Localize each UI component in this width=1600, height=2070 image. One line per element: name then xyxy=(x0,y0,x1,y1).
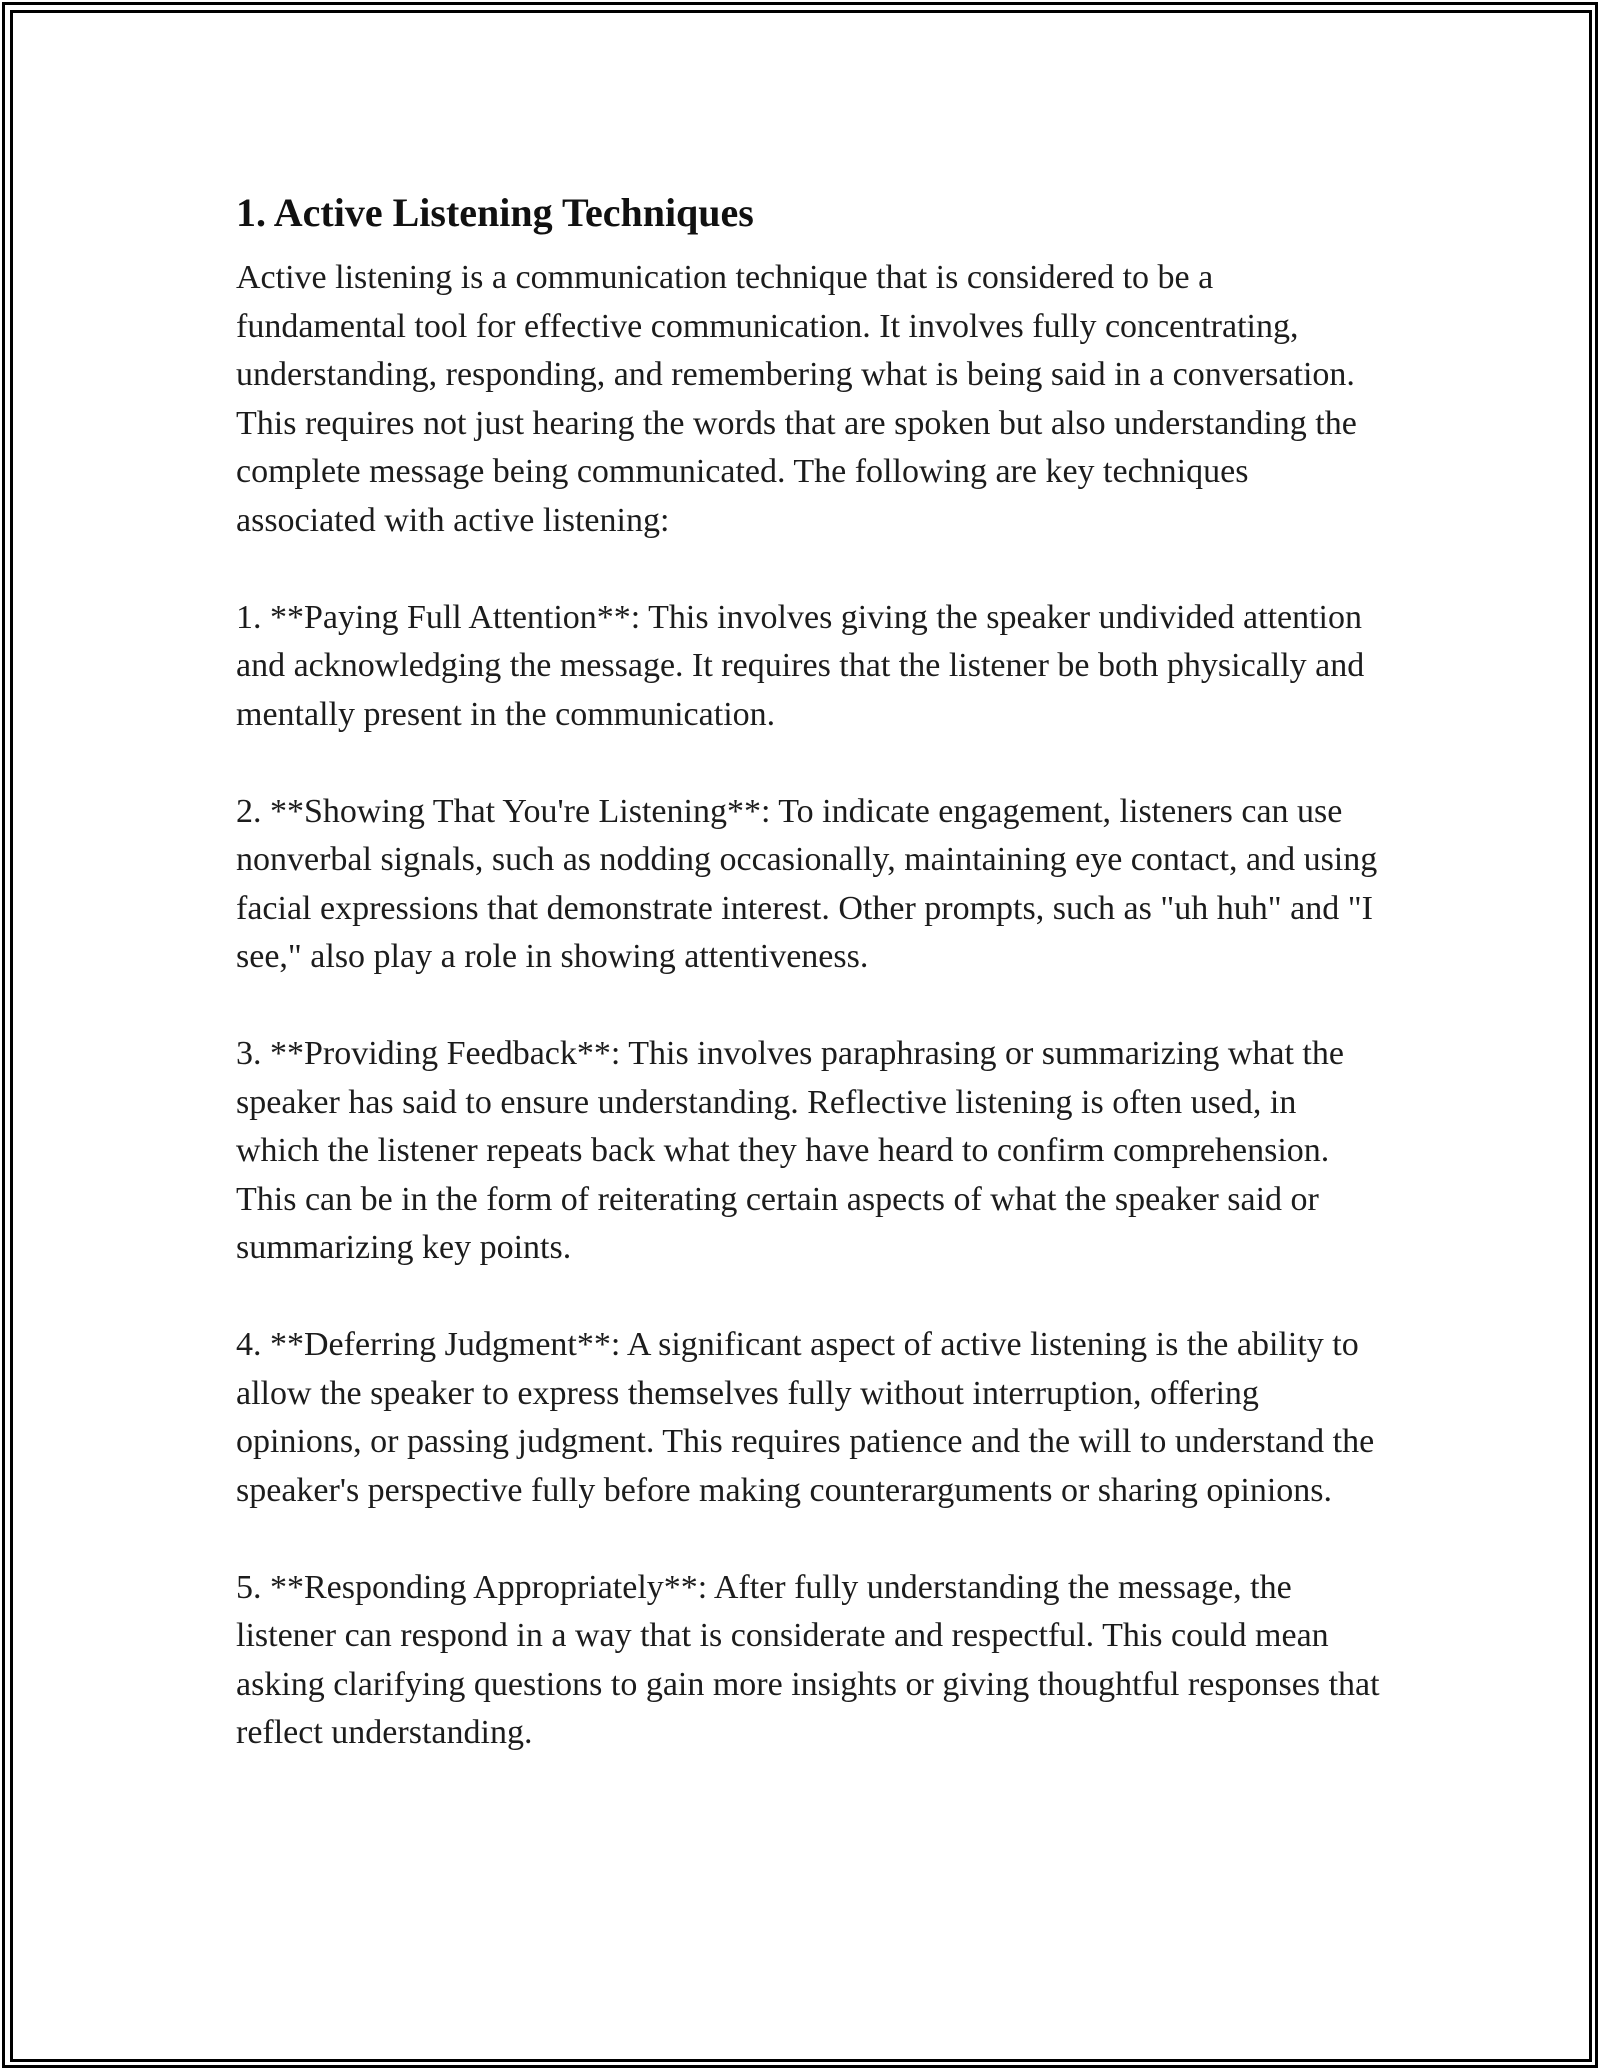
technique-paragraph-4: 4. **Deferring Judgment**: A significant aspect of active listening is the ability to allow the speaker to express themselves fully without interruption, offering opinions, or passing judgment. This requires patience and the will to understand the speaker's perspective fully before making counterarguments or sharing opinions. xyxy=(236,1326,1375,1509)
document-body xyxy=(236,180,1386,1806)
technique-paragraph-3: 3. **Providing Feedback**: This involves paraphrasing or summarizing what the speaker has said to ensure understanding. Reflective listening is often used, in which the listener repeats back what they have heard to confirm comprehension. This can be in the form of reiterating certain aspects of what the speaker said or summarizing key points. xyxy=(236,1035,1344,1266)
technique-paragraph-2: 2. **Showing That You're Listening**: To indicate engagement, listeners can use nonverbal signals, such as nodding occasionally, maintaining eye contact, and using facial expressions that demonstrate interest. Other prompts, such as "uh huh" and "I see," also play a role in showing attentiveness. xyxy=(236,792,1378,975)
technique-paragraph-5: 5. **Responding Appropriately**: After fully understanding the message, the listener can respond in a way that is considerate and respectful. This could mean asking clarifying questions to gain more insights or giving thoughtful responses that reflect understanding. xyxy=(236,1568,1380,1751)
technique-paragraph-1: 1. **Paying Full Attention**: This involves giving the speaker undivided attention and acknowledging the message. It requires that the listener be both physically and mentally present in the communication. xyxy=(236,598,1365,733)
section-heading: 1. Active Listening Techniques xyxy=(236,190,754,235)
intro-paragraph: Active listening is a communication technique that is considered to be a fundamental tool for effective communication. It involves fully concentrating, understanding, responding, and remembering what is being said in a conversation. This requires not just hearing the words that are spoken but also understanding the complete message being communicated. The following are key techniques associated with active listening: xyxy=(236,259,1357,539)
